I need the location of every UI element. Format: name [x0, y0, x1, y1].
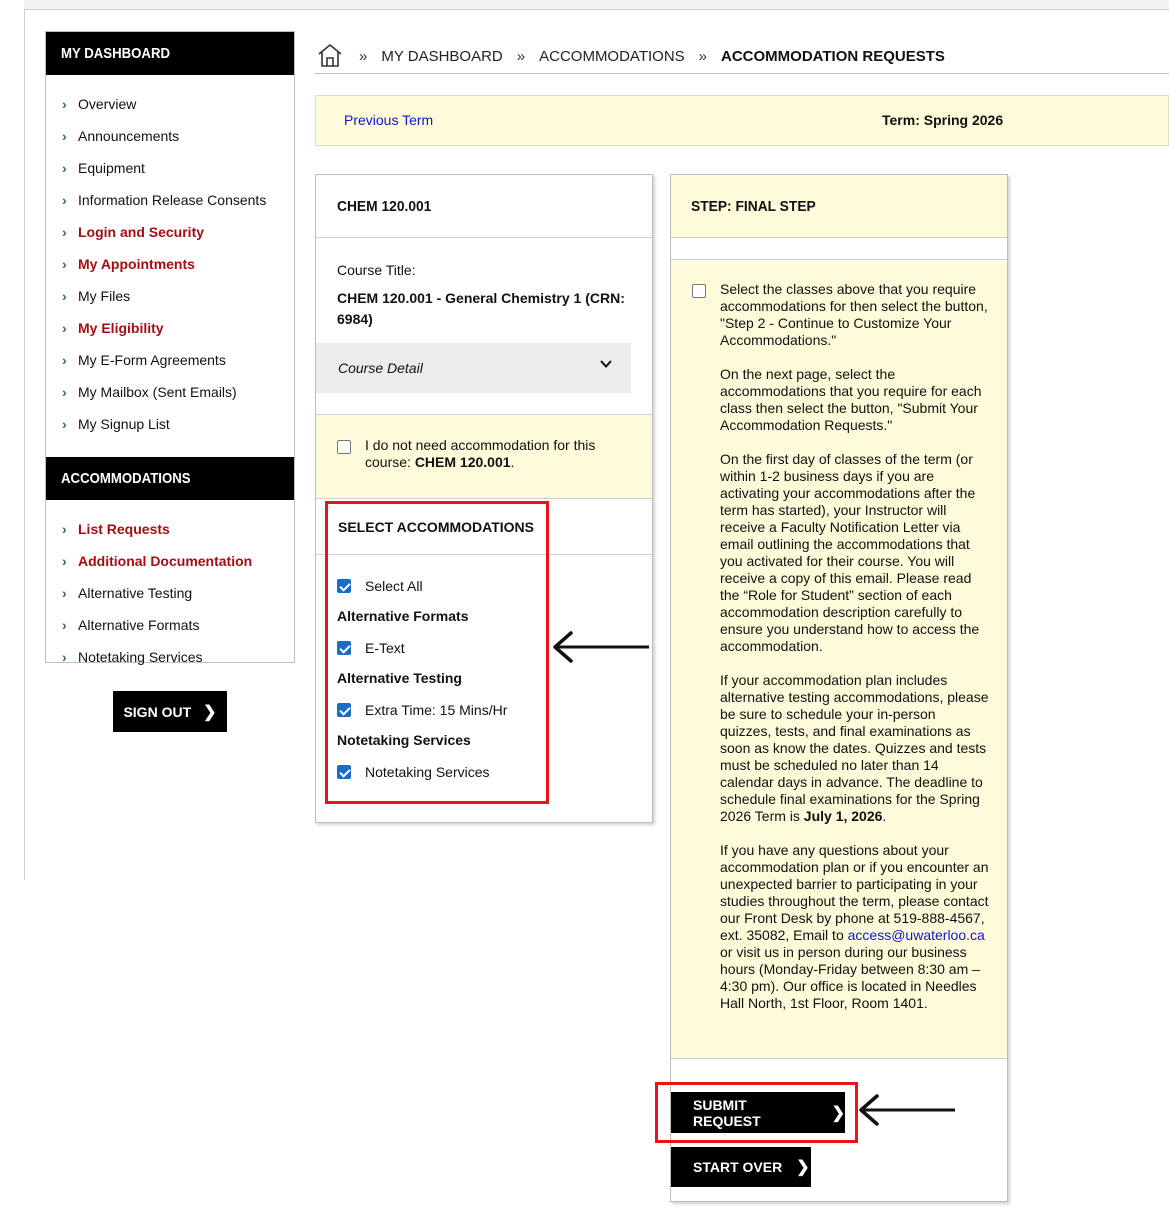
sidebar-item-alternative-formats[interactable]	[46, 609, 294, 641]
select-all-label: Select All	[365, 578, 423, 594]
chevron-right-icon: ›	[62, 585, 67, 601]
breadcrumb-accommodations[interactable]: ACCOMMODATIONS	[539, 48, 685, 65]
sidebar-item-label: Announcements	[78, 128, 180, 144]
etext-label: E-Text	[365, 640, 405, 656]
final-exam-deadline: July 1, 2026	[803, 808, 883, 824]
course-detail-label: Course Detail	[338, 360, 423, 376]
instruction-paragraph: On the first day of classes of the term (or within 1-2 business days if you are activating your accommodations after the term has started), your Instructor will receive a Faculty Notification Letter via email outlining the accommodations that you activated for their course. You will receive a copy of this email. Please read the “Role for Student” section of each accommodation description carefully to ensure you understand how to access the accommodation.	[720, 451, 980, 654]
sidebar-item-label: Overview	[78, 96, 137, 112]
chevron-right-icon: ›	[62, 256, 67, 272]
chevron-right-icon: ›	[62, 617, 67, 633]
sidebar-item-my-signup-list[interactable]	[46, 408, 294, 440]
chevron-right-icon: ›	[62, 553, 67, 569]
chevron-right-icon: ›	[62, 192, 67, 208]
select-accommodations-heading: SELECT ACCOMMODATIONS	[316, 499, 652, 555]
select-all-row[interactable]	[337, 576, 423, 596]
chevron-right-icon: ›	[62, 521, 67, 537]
chevron-right-icon: ›	[62, 352, 67, 368]
start-over-label: START OVER	[693, 1159, 783, 1175]
breadcrumb-separator-icon: »	[698, 48, 708, 65]
sidebar-item-announcements[interactable]	[46, 120, 294, 152]
chevron-right-icon: ›	[62, 416, 67, 432]
final-step-heading: STEP: FINAL STEP	[671, 175, 1007, 238]
chevron-right-icon: ›	[62, 649, 67, 665]
extra-time-label: Extra Time: 15 Mins/Hr	[365, 702, 508, 718]
sidebar-item-notetaking-services[interactable]	[46, 641, 294, 673]
sidebar-item-my-e-form-agreements[interactable]	[46, 344, 294, 376]
sidebar-dashboard-heading: MY DASHBOARD	[46, 32, 294, 75]
left-arrow-icon	[551, 630, 651, 664]
course-card	[315, 174, 653, 823]
select-all-checkbox[interactable]	[337, 579, 351, 593]
previous-term-link[interactable]: Previous Term	[344, 112, 434, 128]
extra-time-checkbox[interactable]	[337, 703, 351, 717]
sidebar-item-my-files[interactable]	[46, 280, 294, 312]
home-icon[interactable]	[315, 41, 345, 69]
course-title-value: CHEM 120.001 - General Chemistry 1 (CRN: 6984)	[337, 290, 625, 327]
chevron-down-icon	[599, 357, 613, 371]
start-over-button[interactable]	[671, 1147, 811, 1187]
sidebar-item-additional-documentation[interactable]	[46, 545, 294, 577]
sidebar-item-login-and-security[interactable]	[46, 216, 294, 248]
instructions-text	[720, 281, 990, 1029]
submit-request-label: SUBMIT REQUEST	[693, 1096, 761, 1129]
opt-out-checkbox[interactable]	[337, 440, 351, 454]
sidebar-accommodations-list	[46, 500, 294, 681]
course-detail-toggle[interactable]	[316, 343, 631, 393]
sidebar-item-label: My Files	[78, 288, 131, 304]
current-term-label: Term: Spring 2026	[882, 112, 1004, 128]
sidebar-item-list-requests[interactable]	[46, 513, 294, 545]
breadcrumb-separator-icon: »	[359, 48, 368, 65]
sidebar-item-my-appointments[interactable]	[46, 248, 294, 280]
sidebar-item-label: My Eligibility	[78, 320, 164, 336]
final-step-checkbox[interactable]	[692, 284, 706, 298]
final-step-card	[670, 174, 1008, 1202]
submit-request-button[interactable]	[671, 1092, 845, 1133]
sidebar-item-label: Notetaking Services	[78, 649, 203, 665]
sidebar-item-label: My Appointments	[78, 256, 195, 272]
opt-out-section	[316, 414, 652, 499]
sidebar-item-label: Login and Security	[78, 224, 205, 240]
sidebar	[45, 31, 295, 663]
etext-checkbox[interactable]	[337, 641, 351, 655]
notetaking-label: Notetaking Services	[365, 764, 490, 780]
group-heading-notetaking-services: Notetaking Services	[337, 732, 471, 748]
course-code-heading: CHEM 120.001	[316, 175, 652, 238]
sidebar-item-label: My E-Form Agreements	[78, 352, 226, 368]
sign-out-label: SIGN OUT	[123, 703, 192, 720]
option-row-extra-time[interactable]	[337, 700, 507, 720]
instruction-paragraph: Select the classes above that you require accommodations for then select the button, "Step 2 - Continue to Customize Your Accommodations."	[720, 281, 988, 348]
chevron-right-icon: ›	[62, 160, 67, 176]
sidebar-item-label: My Mailbox (Sent Emails)	[78, 384, 237, 400]
term-bar	[315, 95, 1169, 146]
sidebar-item-label: Alternative Formats	[78, 617, 200, 633]
sidebar-item-label: Information Release Consents	[78, 192, 267, 208]
breadcrumb-current: ACCOMMODATION REQUESTS	[721, 48, 945, 65]
chevron-right-icon: ›	[62, 224, 67, 240]
group-heading-alternative-testing: Alternative Testing	[337, 670, 462, 686]
testing-paragraph: If your accommodation plan includes alternative testing accommodations, please be sure to schedule your in-person quizzes, tests, and final examinations as soon as know the dates. Quizzes and tests must be scheduled no later than 14 calendar days in advance. The deadline to schedule final examinations for the Spring 2026 Term is July 1, 2026.	[720, 672, 989, 824]
left-arrow-icon	[857, 1093, 957, 1127]
opt-out-text: I do not need accommodation for this course: CHEM 120.001.	[365, 437, 596, 470]
breadcrumb-my-dashboard[interactable]: MY DASHBOARD	[381, 48, 503, 65]
sign-out-button[interactable]	[113, 691, 227, 732]
course-title-label: Course Title:	[337, 262, 416, 278]
contact-paragraph: If you have any questions about your accommodation plan or if you encounter an unexpected barrier to participating in your studies throughout the term, please contact our Front Desk by phone at 519-888-4567, ext. 35082, Email to access@uwaterloo.ca or visit us in person during our business hours (Monday-Friday between 8:30 am – 4:30 pm). Our office is located in Needles Hall North, 1st Floor, Room 1401.	[720, 842, 989, 1011]
chevron-right-icon: ›	[62, 384, 67, 400]
sidebar-item-overview[interactable]	[46, 88, 294, 120]
email-link[interactable]: access@uwaterloo.ca	[847, 927, 985, 943]
instruction-paragraph: On the next page, select the accommodations that you require for each class then select the button, "Submit Your Accommodation Requests."	[720, 366, 982, 433]
chevron-right-icon: ›	[62, 288, 67, 304]
sidebar-item-label: List Requests	[78, 521, 170, 537]
final-step-divider	[671, 238, 1007, 260]
sidebar-item-label: Equipment	[78, 160, 145, 176]
page-left-border	[24, 10, 25, 880]
chevron-right-icon: ›	[62, 128, 67, 144]
option-row-etext[interactable]	[337, 638, 405, 658]
chevron-right-icon: ›	[62, 320, 67, 336]
option-row-notetaking[interactable]	[337, 762, 490, 782]
sidebar-accommodations-heading: ACCOMMODATIONS	[46, 457, 294, 500]
breadcrumb-separator-icon: »	[516, 48, 526, 65]
final-step-instructions	[671, 261, 1007, 1059]
sidebar-item-my-mailbox-sent-emails[interactable]	[46, 376, 294, 408]
sidebar-item-label: Additional Documentation	[78, 553, 253, 569]
group-heading-alternative-formats: Alternative Formats	[337, 608, 469, 624]
chevron-right-icon: ❯	[203, 703, 217, 721]
notetaking-checkbox[interactable]	[337, 765, 351, 779]
sidebar-item-my-eligibility[interactable]	[46, 312, 294, 344]
sidebar-item-alternative-testing[interactable]	[46, 577, 294, 609]
breadcrumb	[315, 40, 1169, 74]
chevron-right-icon: ❯	[796, 1159, 810, 1176]
sidebar-item-information-release-consents[interactable]	[46, 184, 294, 216]
sidebar-item-equipment[interactable]	[46, 152, 294, 184]
sidebar-dashboard-list	[46, 75, 294, 448]
sidebar-item-label: Alternative Testing	[78, 585, 193, 601]
sidebar-item-label: My Signup List	[78, 416, 170, 432]
top-strip	[24, 0, 1169, 10]
chevron-right-icon: ❯	[831, 1104, 845, 1122]
chevron-right-icon: ›	[62, 96, 67, 112]
